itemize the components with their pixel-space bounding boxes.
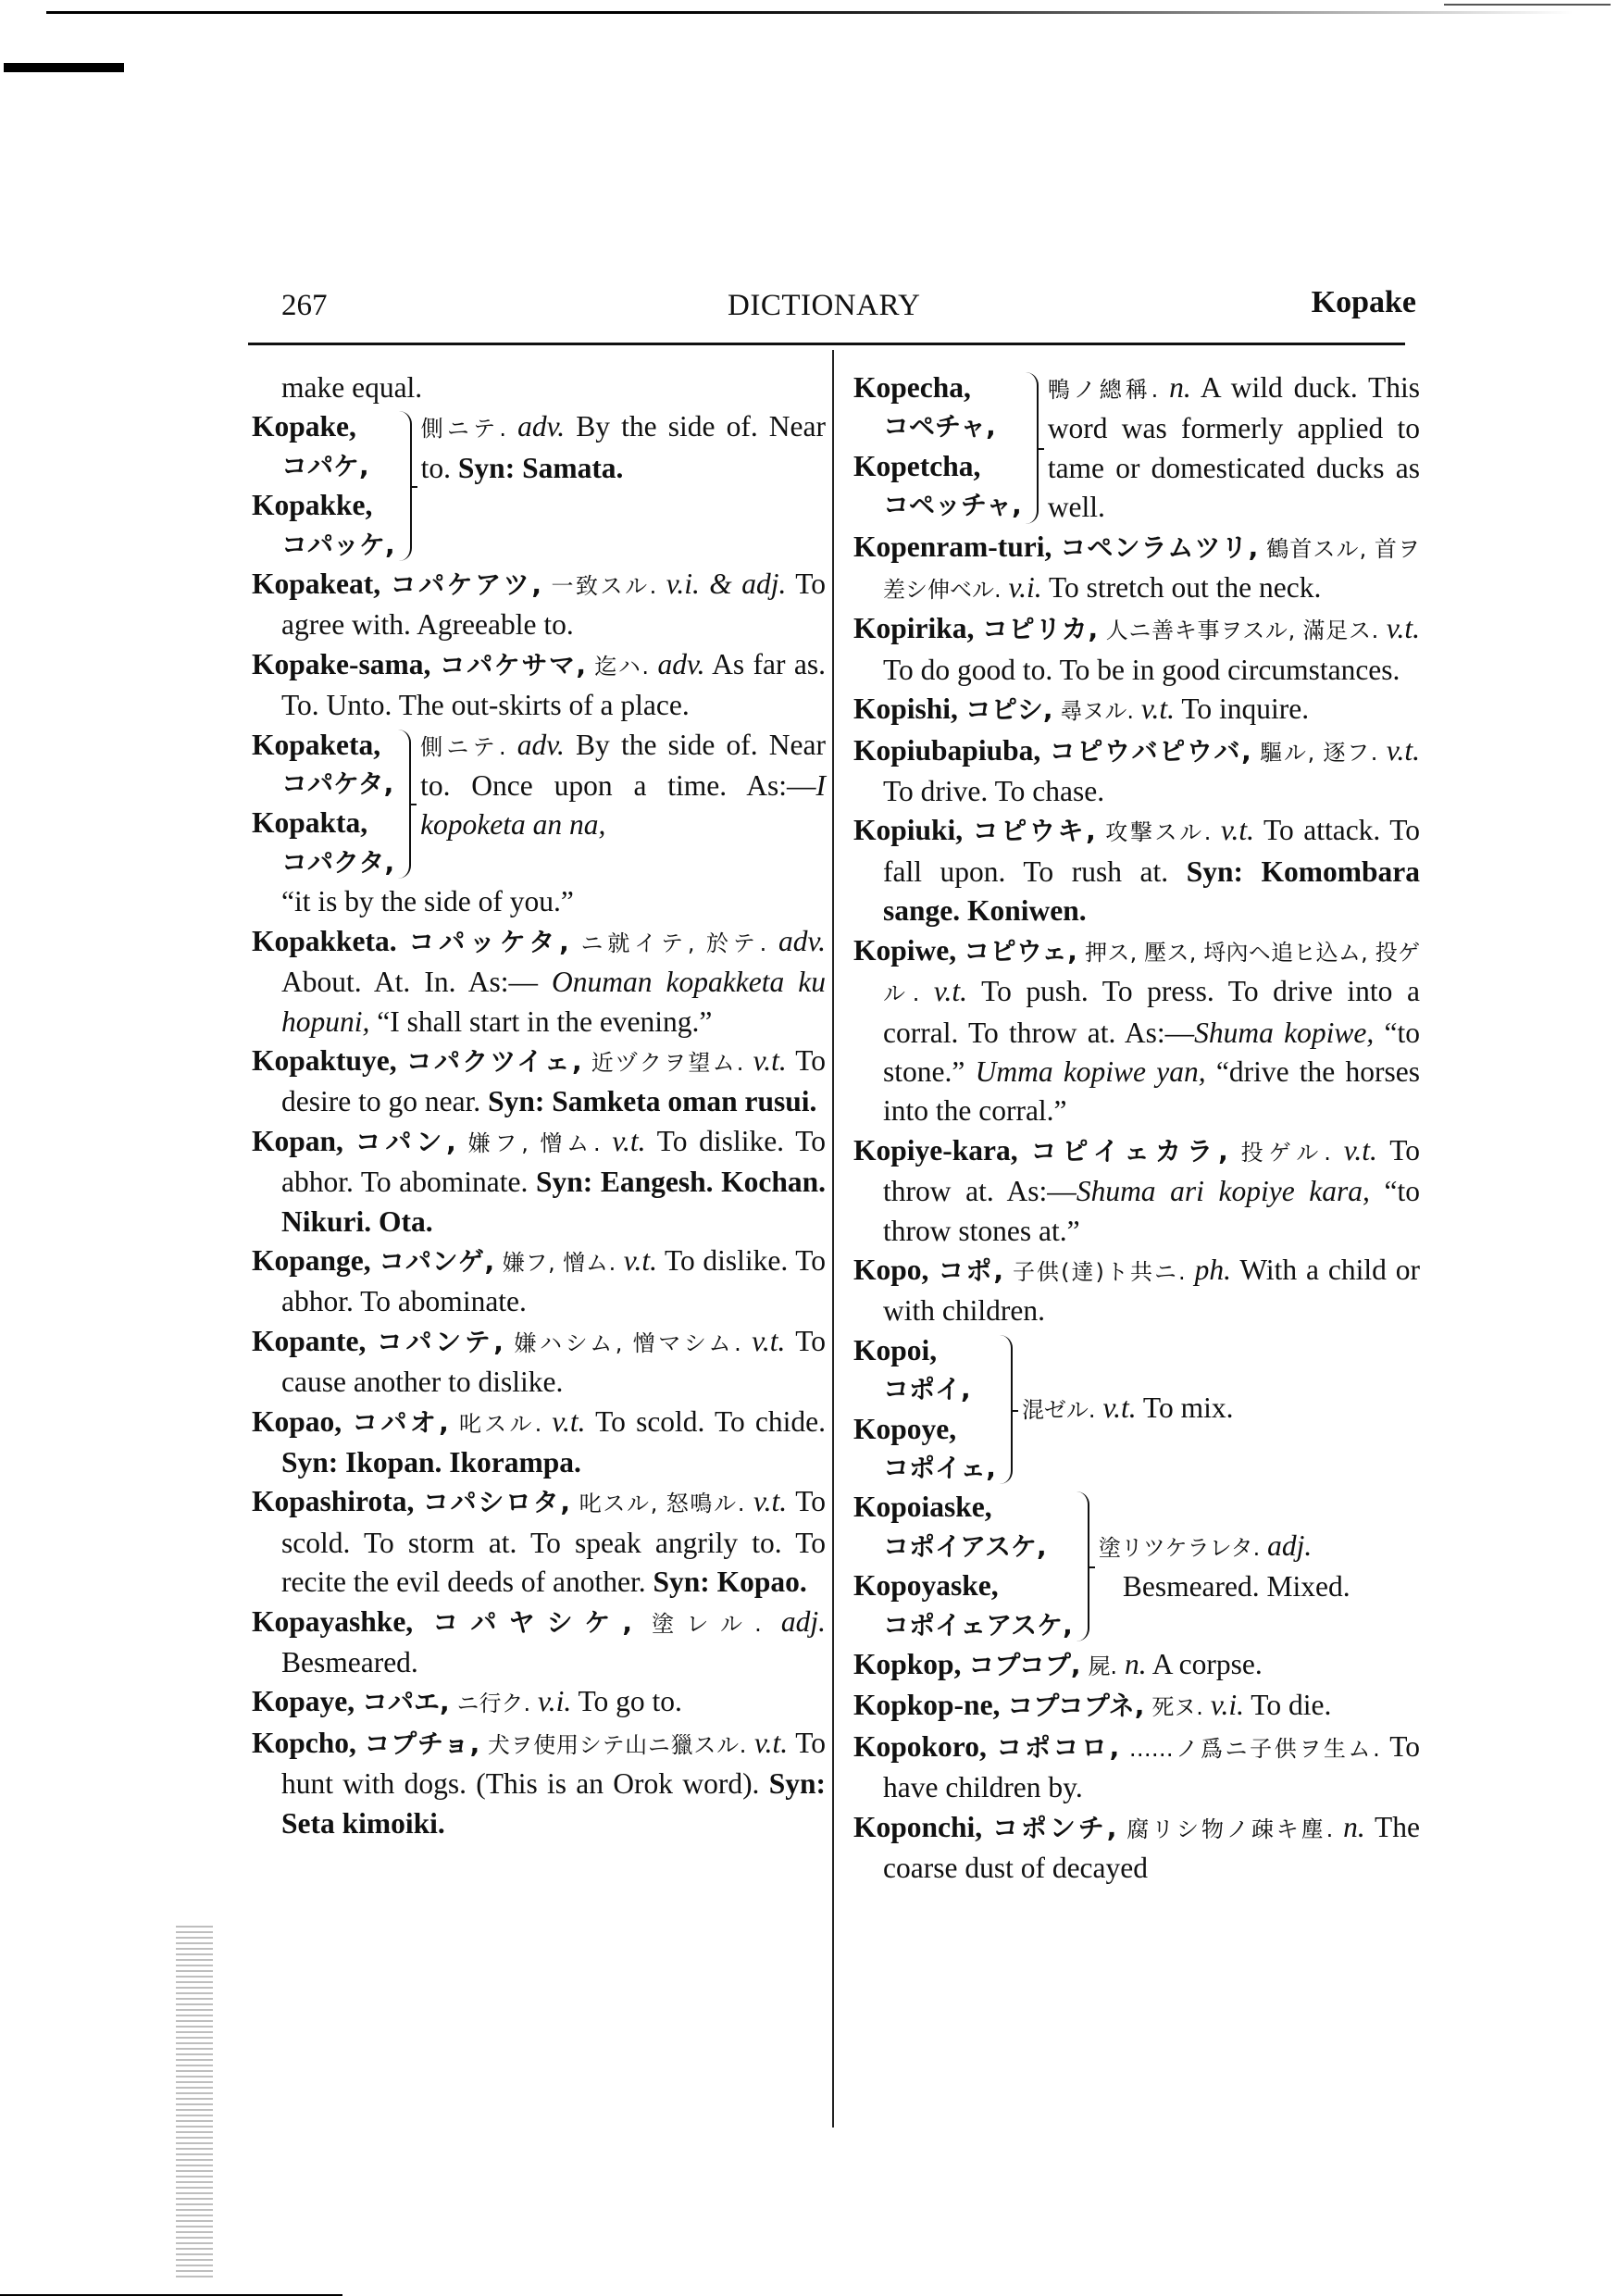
headword-kana: コパッケ, <box>281 529 395 560</box>
japanese-gloss: 叱スル. <box>458 1410 542 1437</box>
headword: Kopetcha, <box>853 449 981 482</box>
synonym: Samata. <box>522 451 624 484</box>
english-definition: By the side of. Near to. <box>420 410 827 484</box>
english-definition: Besmeared. <box>281 1646 418 1678</box>
definition <box>1044 368 1420 528</box>
example-ainu: Umma kopiwe yan, <box>975 1054 1206 1088</box>
group-headwords <box>252 726 394 883</box>
headword: Kopokoro, <box>853 1729 987 1763</box>
headword-kana: コパクツイェ, <box>405 1045 582 1077</box>
headword: Kopange, <box>252 1243 371 1277</box>
headword: Kopakeat, <box>252 568 381 601</box>
japanese-gloss: ニ就イテ, 於テ. <box>580 930 767 956</box>
part-of-speech: adv. <box>517 410 566 443</box>
part-of-speech: n. <box>1169 371 1191 404</box>
headword-kana: コパクタ, <box>281 846 395 878</box>
definition <box>1095 1488 1420 1645</box>
headword-kana: コピウキ, <box>972 816 1096 847</box>
group-headwords <box>252 407 395 565</box>
part-of-speech: adj. <box>1267 1529 1313 1562</box>
headword-kana: コパンテ, <box>376 1326 504 1357</box>
japanese-gloss: 鴨ノ總稱. <box>1047 377 1159 403</box>
example-gloss: “to throw stones at.” <box>883 1175 1420 1247</box>
entry-group-kopoiaske <box>853 1488 1420 1645</box>
japanese-gloss: 側ニテ. <box>420 416 506 443</box>
english-definition: The coarse dust of decayed <box>883 1810 1420 1885</box>
english-definition: To agree with. Agreeable to. <box>281 568 827 642</box>
definition <box>1018 1331 1420 1489</box>
english-definition: To do good to. To be in good circumstances. <box>883 653 1400 686</box>
right-column <box>853 368 1420 1888</box>
synonym: Ikopan. Ikorampa. <box>345 1445 581 1479</box>
entry-kopkop-ne <box>853 1686 1420 1727</box>
entry-kopiuki <box>853 811 1420 930</box>
example-ainu: Shuma ari kopiye kara, <box>1076 1175 1370 1208</box>
part-of-speech: ph. <box>1194 1253 1231 1286</box>
page-header <box>278 283 1416 330</box>
synonym-label: Syn: <box>768 1767 826 1801</box>
brace <box>397 411 412 561</box>
brace <box>998 1335 1013 1485</box>
headword-kana: コパケタ, <box>281 768 394 800</box>
headword-kana: コパケアツ, <box>390 569 541 601</box>
headword: Kopante, <box>252 1324 367 1357</box>
english-definition: To mix. <box>1142 1391 1234 1425</box>
part-of-speech: v.t. <box>1386 733 1421 767</box>
part-of-speech: v.t. <box>1386 612 1421 645</box>
english-definition: About. At. In. As:— <box>281 966 538 999</box>
example-ainu: I kopoketa an na, <box>420 769 826 842</box>
brace <box>1024 372 1039 524</box>
entry-kopenram-turi <box>853 528 1420 610</box>
japanese-gloss: 混ゼル. <box>1021 1397 1096 1424</box>
entry-kopkop <box>853 1645 1420 1686</box>
entry-kopake-sama <box>252 645 826 726</box>
scan-artifact-top-line <box>46 11 1574 14</box>
synonym-label: Syn: <box>535 1166 593 1199</box>
entry-kopakketa <box>252 922 826 1042</box>
english-definition: To desire to go near. <box>281 1043 827 1118</box>
example-ainu: Shuma kopiwe, <box>1194 1016 1375 1049</box>
japanese-gloss: 側ニテ. <box>420 733 506 760</box>
headword-kana: コポンチ, <box>991 1812 1117 1843</box>
headword: Kopoye, <box>853 1412 957 1445</box>
part-of-speech: v.t. <box>754 1726 789 1759</box>
japanese-gloss: 死ヌ. <box>1151 1694 1203 1721</box>
english-definition: By the side of. Near to. Once upon a time. As:— <box>420 728 827 803</box>
headword: Kopiye-kara, <box>853 1133 1018 1167</box>
definition <box>417 726 826 883</box>
english-definition: To die. <box>1251 1689 1332 1722</box>
headword-kana: コピイェカラ, <box>1030 1135 1228 1167</box>
headword-kana: コペッチャ, <box>883 490 1022 521</box>
brace <box>396 730 411 880</box>
group-headwords <box>853 368 1022 528</box>
left-column <box>252 368 826 1843</box>
headword-kana: コプコプ, <box>968 1650 1081 1680</box>
brace <box>1075 1491 1089 1641</box>
headword-kana: コポイアスケ, <box>883 1530 1047 1562</box>
english-definition: To drive. To chase. <box>883 775 1105 808</box>
headword-kana: コペンラムツリ, <box>1060 531 1259 563</box>
part-of-speech: v.i. <box>1210 1689 1244 1722</box>
synonym-label: Syn: <box>457 451 516 484</box>
english-definition: To push. To press. To drive into a corral. To throw at. As:— <box>883 975 1420 1049</box>
japanese-gloss: 子供(達)ト共ニ. <box>1012 1258 1186 1285</box>
continuation-text: make equal. <box>281 371 423 404</box>
english-definition: As far as. To. Unto. The out-skirts of a place. <box>281 647 827 722</box>
group-headwords <box>853 1331 996 1489</box>
part-of-speech: adv. <box>517 728 565 761</box>
headword: Kopo, <box>853 1253 929 1286</box>
entry-group-kopake <box>252 407 826 565</box>
japanese-gloss: 攻撃スル. <box>1105 819 1212 846</box>
headword: Kopaktuye, <box>252 1043 397 1077</box>
headword-kana: コピウバピウバ, <box>1049 735 1251 767</box>
entry-kopan <box>252 1122 826 1242</box>
headword: Kopkop, <box>853 1648 962 1680</box>
entry-group-kopaketa <box>252 726 826 883</box>
english-definition: With a child or with children. <box>883 1253 1421 1328</box>
entry-kopishi <box>853 690 1420 730</box>
japanese-gloss: 鶴首スル, 首ヲ差シ伸ベル. <box>883 535 1421 604</box>
headword-kana: コパッケタ, <box>408 926 569 957</box>
japanese-gloss: 屍. <box>1088 1653 1118 1679</box>
part-of-speech: n. <box>1343 1810 1365 1843</box>
example-gloss: “drive the horses into the corral.” <box>883 1054 1421 1128</box>
headword-kana: コポイェアスケ, <box>883 1609 1073 1641</box>
entry-kopaye <box>252 1682 826 1723</box>
japanese-gloss: 人ニ善キ事ヲスル, 滿足ス. <box>1105 618 1379 644</box>
headword: Kopaketa, <box>252 728 381 761</box>
synonym-label: Syn: <box>488 1085 545 1118</box>
headword: Kopake-sama, <box>252 647 431 680</box>
headword: Kopishi, <box>853 693 958 726</box>
japanese-gloss: 塗リツケラレタ. <box>1098 1534 1261 1561</box>
headword: Kopakke, <box>252 489 373 522</box>
headword-kana: コパケサマ, <box>439 649 586 680</box>
running-title: DICTIONARY <box>728 289 921 322</box>
part-of-speech: v.i. <box>538 1685 572 1718</box>
scan-artifact-mark <box>4 63 124 72</box>
synonym: Samketa oman rusui. <box>552 1085 817 1118</box>
headword-kana: コポイェ, <box>883 1452 996 1483</box>
headword-kana: コパンゲ, <box>379 1245 495 1277</box>
headword: Kopayashke, <box>252 1604 414 1638</box>
part-of-speech: v.t. <box>753 1485 788 1518</box>
entry-kopaktuye <box>252 1042 826 1122</box>
part-of-speech: v.i. <box>1008 571 1042 605</box>
japanese-gloss: 近ヅクヲ望ム. <box>591 1049 744 1076</box>
page-number: 267 <box>281 289 328 322</box>
headword: Kopake, <box>252 410 356 443</box>
synonym-label: Syn: <box>653 1566 710 1599</box>
japanese-gloss: 叱スル, 怒鳴ル. <box>579 1491 745 1517</box>
entry-kopao <box>252 1403 826 1483</box>
headword: Kopiubapiuba, <box>853 733 1041 767</box>
entry-kopiubapiuba <box>853 731 1420 812</box>
part-of-speech: v.i. & adj. <box>666 568 787 601</box>
headword: Kopecha, <box>853 371 971 404</box>
headword-kana: コポ, <box>938 1254 1004 1286</box>
japanese-gloss: 嫌フ, 憎ム. <box>467 1129 601 1156</box>
english-definition: To scold. To storm at. To speak angrily to. To recite the evil deeds of another. <box>281 1485 826 1599</box>
headword: Kopashirota, <box>252 1485 415 1518</box>
headword: Kopakta, <box>252 806 368 840</box>
headword: Kopkop-ne, <box>853 1689 1001 1722</box>
headword-kana: コピリカ, <box>981 614 1099 645</box>
part-of-speech: adj. <box>780 1604 827 1638</box>
part-of-speech: adv. <box>778 924 827 957</box>
japanese-gloss: ニ行ク. <box>456 1691 531 1717</box>
headword-kana: コパケ, <box>281 450 369 481</box>
synonym: Kopao. <box>716 1566 807 1599</box>
part-of-speech: v.t. <box>752 1324 786 1357</box>
example-gloss: “it is by the side of you.” <box>281 885 574 918</box>
headword-kana: コパオ, <box>352 1406 449 1438</box>
example-gloss: “I shall start in the evening.” <box>377 1004 713 1038</box>
entry-group-kopecha <box>853 368 1420 528</box>
headword-kana: コペチャ, <box>883 411 996 443</box>
header-rule <box>248 343 1405 345</box>
entry-kopirika <box>853 609 1420 690</box>
part-of-speech: v.t. <box>1220 814 1255 847</box>
group-headwords <box>853 1488 1073 1645</box>
entry-kopokoro <box>853 1728 1420 1808</box>
example-ainu: Onuman kopakketa ku hopuni, <box>281 966 826 1038</box>
headword: Koponchi, <box>853 1810 983 1843</box>
synonym: Komombara sange. Koniwen. <box>883 855 1421 928</box>
part-of-speech: v.t. <box>623 1243 657 1277</box>
guide-word: Kopake <box>1311 285 1416 319</box>
part-of-speech: v.t. <box>552 1404 586 1438</box>
headword-kana: コポイ, <box>883 1374 971 1405</box>
entry-kopashirota <box>252 1482 826 1602</box>
entry-kopiwe <box>853 931 1420 1131</box>
definition <box>417 407 826 565</box>
part-of-speech: v.t. <box>753 1043 787 1077</box>
part-of-speech: v.t. <box>1343 1133 1377 1167</box>
japanese-gloss: 尋ヌル. <box>1060 698 1134 725</box>
english-definition: To dislike. To abhor. To abominate. <box>281 1243 827 1318</box>
japanese-gloss: 嫌フ, 憎ム. <box>502 1249 616 1276</box>
synonym: Eangesh. Kochan. Nikuri. Ota. <box>281 1166 827 1238</box>
headword-kana: コパシロタ, <box>422 1487 571 1518</box>
part-of-speech: v.t. <box>1102 1391 1137 1425</box>
japanese-gloss: 嫌ハシム, 憎マシム. <box>514 1329 741 1356</box>
english-definition: To attack. To fall upon. To rush at. <box>883 814 1421 888</box>
example-gloss: “to stone.” <box>883 1016 1420 1088</box>
japanese-gloss: 迄ハ. <box>594 653 650 680</box>
japanese-gloss: 投ゲル. <box>1240 1139 1331 1166</box>
scan-artifact-top-line <box>1444 4 1611 6</box>
headword: Kopoyaske, <box>853 1569 999 1603</box>
japanese-gloss: 一致スル. <box>551 573 657 600</box>
headword: Kopakketa. <box>252 924 397 957</box>
headword: Kopiwe, <box>853 933 957 967</box>
entry-kopante <box>252 1322 826 1403</box>
english-definition: A corpse. <box>1151 1648 1263 1680</box>
japanese-gloss: 塗レル. <box>652 1610 762 1637</box>
headword-kana: コポコロ, <box>996 1731 1120 1763</box>
english-definition: To dislike. To abhor. To abominate. <box>281 1124 826 1199</box>
entry-koponchi <box>853 1808 1420 1889</box>
english-definition: To scold. To chide. <box>595 1404 827 1438</box>
part-of-speech: adv. <box>657 647 705 680</box>
english-definition: Besmeared. Mixed. <box>1122 1570 1350 1603</box>
headword: Kopoi, <box>853 1333 938 1366</box>
synonym-label: Syn: <box>281 1445 339 1479</box>
headword: Kopoiaske, <box>853 1491 992 1524</box>
headword: Kopao, <box>252 1404 342 1438</box>
scan-artifact-edge <box>176 1926 213 2277</box>
entry-kopayashke <box>252 1603 826 1683</box>
headword-kana: コピシ, <box>965 694 1053 726</box>
english-definition: To cause another to dislike. <box>281 1324 827 1399</box>
entry-kopo <box>853 1251 1420 1331</box>
headword: Kopan, <box>252 1124 343 1157</box>
headword-kana: コピウェ, <box>964 935 1077 967</box>
entry-kopakeat <box>252 565 826 645</box>
english-definition: To inquire. <box>1181 693 1310 726</box>
english-definition: A wild duck. This word was formerly applied to tame or domesticated ducks as well. <box>1047 371 1420 524</box>
part-of-speech: v.t. <box>612 1124 646 1157</box>
english-definition: To hunt with dogs. (This is an Orok word). <box>281 1726 827 1801</box>
part-of-speech: v.t. <box>1140 693 1175 726</box>
headword: Kopirika, <box>853 612 975 645</box>
synonym: Seta kimoiki. <box>281 1806 445 1840</box>
japanese-gloss: 驅ル, 逐フ. <box>1260 739 1378 766</box>
headword-kana: コパン, <box>355 1126 456 1157</box>
headword: Kopiuki, <box>853 814 964 847</box>
english-definition: To go to. <box>578 1685 682 1718</box>
headword-kana: コプチョ, <box>364 1728 480 1759</box>
japanese-gloss: 押ス, 壓ス, 埒內ヘ追ヒ込ム, 投ゲル. <box>883 939 1420 1007</box>
english-definition: To stretch out the neck. <box>1048 571 1322 605</box>
japanese-gloss: 犬ヲ使用シテ山ニ獵スル. <box>487 1731 747 1758</box>
headword-kana: コパエ, <box>362 1687 450 1718</box>
headword-kana: コプコプネ, <box>1007 1691 1145 1722</box>
entry-kopiye-kara <box>853 1131 1420 1251</box>
entry-kopcho <box>252 1724 826 1843</box>
english-definition: To have children by. <box>883 1729 1421 1804</box>
english-definition: To throw at. As:— <box>883 1133 1421 1208</box>
japanese-gloss: 腐リシ物ノ疎キ塵. <box>1126 1816 1334 1842</box>
entry-kopange <box>252 1242 826 1322</box>
part-of-speech: n. <box>1124 1648 1147 1680</box>
part-of-speech: v.t. <box>933 975 968 1008</box>
column-divider <box>832 350 834 2128</box>
synonym-label: Syn: <box>1186 855 1243 888</box>
headword: Kopenram-turi, <box>853 530 1052 563</box>
japanese-gloss: ……ノ爲ニ子供ヲ生ム. <box>1128 1735 1380 1762</box>
headword-kana: コパヤシケ, <box>432 1606 633 1638</box>
headword: Kopcho, <box>252 1726 356 1759</box>
headword: Kopaye, <box>252 1685 355 1718</box>
entry-group-kopoi <box>853 1331 1420 1489</box>
